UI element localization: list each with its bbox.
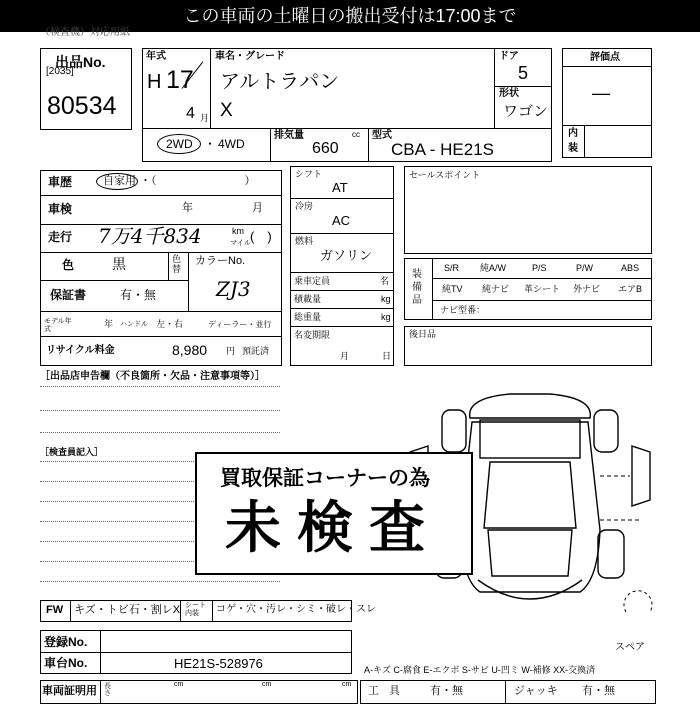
inspector-label: ［検査員記入］ [40, 447, 104, 457]
equip-pw: P/W [576, 263, 593, 273]
spare-label: スペア [615, 642, 645, 653]
equip-sr: S/R [444, 263, 460, 273]
equip-abs: ABS [621, 263, 640, 273]
displacement-label: 排気量 [274, 130, 304, 141]
tools-label: 工具 [368, 685, 410, 697]
equip-airbag: エアB [618, 284, 643, 294]
doors-value: 5 [518, 63, 529, 83]
jack-value: 有・無 [582, 685, 615, 697]
model-label: 車名・グレード [215, 51, 285, 62]
shape-label: 形状 [499, 88, 519, 99]
lot-label: 出品No. [55, 54, 106, 70]
recycle-value: 8,980 [172, 342, 208, 358]
name-change-day: 日 [382, 351, 392, 361]
interior-label-2: 装 [568, 143, 578, 154]
km-unit: km [232, 226, 244, 236]
inspection-month: 月 [252, 202, 263, 214]
interior-label: 内 [568, 128, 578, 139]
cert-cm-2: cm [262, 681, 272, 688]
inspection-label: 車検 [48, 202, 73, 216]
equip-ext-navi: 外ナビ [573, 284, 601, 294]
top-note: （検査機）対応用紙 [40, 27, 130, 38]
model-grade: X [220, 100, 233, 121]
handle-value: 左・右 [156, 319, 184, 329]
handle-label: ハンドル [120, 321, 148, 328]
year-label: 年式 [146, 51, 166, 62]
mileage-value: 7万4千834 [98, 224, 202, 248]
load-label: 積載量 [294, 294, 322, 304]
vin-value: HE21S-528976 [174, 656, 263, 671]
seat-text: コゲ・穴・汚レ・シミ・破レ・スレ [216, 604, 376, 615]
recycle-label: リサイクル料金 [46, 345, 115, 356]
vin-label: 車台No. [44, 656, 88, 670]
history-label: 車歴 [48, 175, 73, 189]
history-rest: ・（ ） [140, 175, 256, 187]
lot-sub: [2035] [46, 66, 74, 77]
capacity-label: 乗車定員 [294, 276, 331, 286]
banner-text: この車両の土曜日の搬出受付は17:00まで [183, 6, 517, 26]
dealer-value: ディーラー・並行 [208, 320, 272, 329]
equip-ps: P/S [532, 263, 547, 273]
equip-tv: 純TV [442, 284, 463, 294]
mileage-label: 走行 [48, 230, 73, 244]
weight-label: 総重量 [294, 312, 322, 322]
model-year-unit: 年 [104, 319, 114, 329]
ac-value: AC [332, 213, 351, 228]
shift-value: AT [332, 180, 348, 195]
seat-label: シート内装 [185, 602, 206, 618]
seller-notes-label: ［出品店申告欄（不良箇所・欠品・注意事項等）］ [40, 371, 265, 382]
recycle-deposit: 預託済 [242, 346, 270, 356]
load-unit: kg [381, 294, 391, 304]
after-items-label: 後日品 [409, 329, 437, 339]
name-change-label: 名変期限 [294, 330, 331, 340]
shape-value: ワゴン [503, 103, 549, 120]
cert-length: 長さ [104, 683, 111, 697]
fuel-value: ガソリン [320, 248, 373, 263]
lot-number: 80534 [47, 92, 117, 120]
after-items-box [404, 326, 652, 366]
color-change: 色替 [172, 254, 182, 274]
fuel-label: 燃料 [295, 236, 314, 246]
doors-label: ドア [499, 51, 519, 62]
inspection-year: 年 [182, 202, 193, 214]
equip-aw: 純A/W [480, 263, 506, 273]
shift-label: シフト [295, 169, 323, 179]
color-code: ZJ3 [216, 277, 251, 301]
drive-2wd: 2WD [166, 137, 193, 151]
type-value: CBA - HE21S [391, 140, 494, 159]
navi-model-label: ナビ型番： [440, 305, 486, 315]
cert-label: 車両証明用 [42, 685, 97, 697]
year-era: H [147, 71, 162, 93]
displacement-unit: cc [352, 130, 360, 139]
capacity-unit: 名 [380, 276, 390, 286]
year-month: 4 [186, 105, 195, 122]
fw-text: キズ・トビ石・割レX [74, 604, 181, 616]
fw-label: FW [46, 604, 64, 616]
warranty-label: 保証書 [50, 288, 87, 302]
stamp-line1: 買取保証コーナーの為 [220, 467, 430, 490]
cert-cm-1: cm [174, 681, 184, 688]
color-label: 色 [62, 258, 75, 272]
name-change-month: 月 [340, 351, 350, 361]
color-value: 黒 [112, 256, 126, 272]
sales-point-label: セールスポイント [409, 170, 481, 180]
rating-value: — [592, 83, 610, 103]
recycle-unit: 円 [226, 346, 236, 356]
model-year-label: モデル年式 [44, 318, 72, 333]
type-label: 型式 [372, 130, 392, 141]
rating-box [562, 48, 652, 158]
equip-navi: 純ナビ [482, 284, 510, 294]
reg-label: 登録No. [44, 635, 88, 649]
displacement-value: 660 [312, 140, 339, 157]
damage-legend: A-キズ C-腐食 E-エクボ S-サビ U-凹ミ W-補修 XX-交換済 [364, 665, 596, 675]
model-name: アルトラパン [220, 71, 340, 93]
drive-4wd: 4WD [218, 137, 245, 151]
tools-value: 有・無 [430, 685, 463, 697]
rating-label: 評価点 [590, 52, 620, 63]
equip-leather: 革シート [524, 284, 561, 294]
year-month-unit: 月 [200, 113, 210, 123]
history-value: 自家用 [103, 175, 136, 187]
weight-unit: kg [381, 312, 391, 322]
year-value: 17 [166, 66, 194, 94]
jack-label: ジャッキ [514, 685, 558, 697]
warranty-value: 有・無 [120, 288, 157, 302]
color-code-label: カラーNo. [195, 255, 246, 267]
ac-label: 冷房 [295, 201, 314, 211]
cert-cm-3: cm [342, 681, 352, 688]
equipment-label: 装備品 [412, 269, 422, 306]
mile-unit: マイル [230, 240, 251, 247]
stamp-line2: 未検査 [225, 496, 441, 559]
